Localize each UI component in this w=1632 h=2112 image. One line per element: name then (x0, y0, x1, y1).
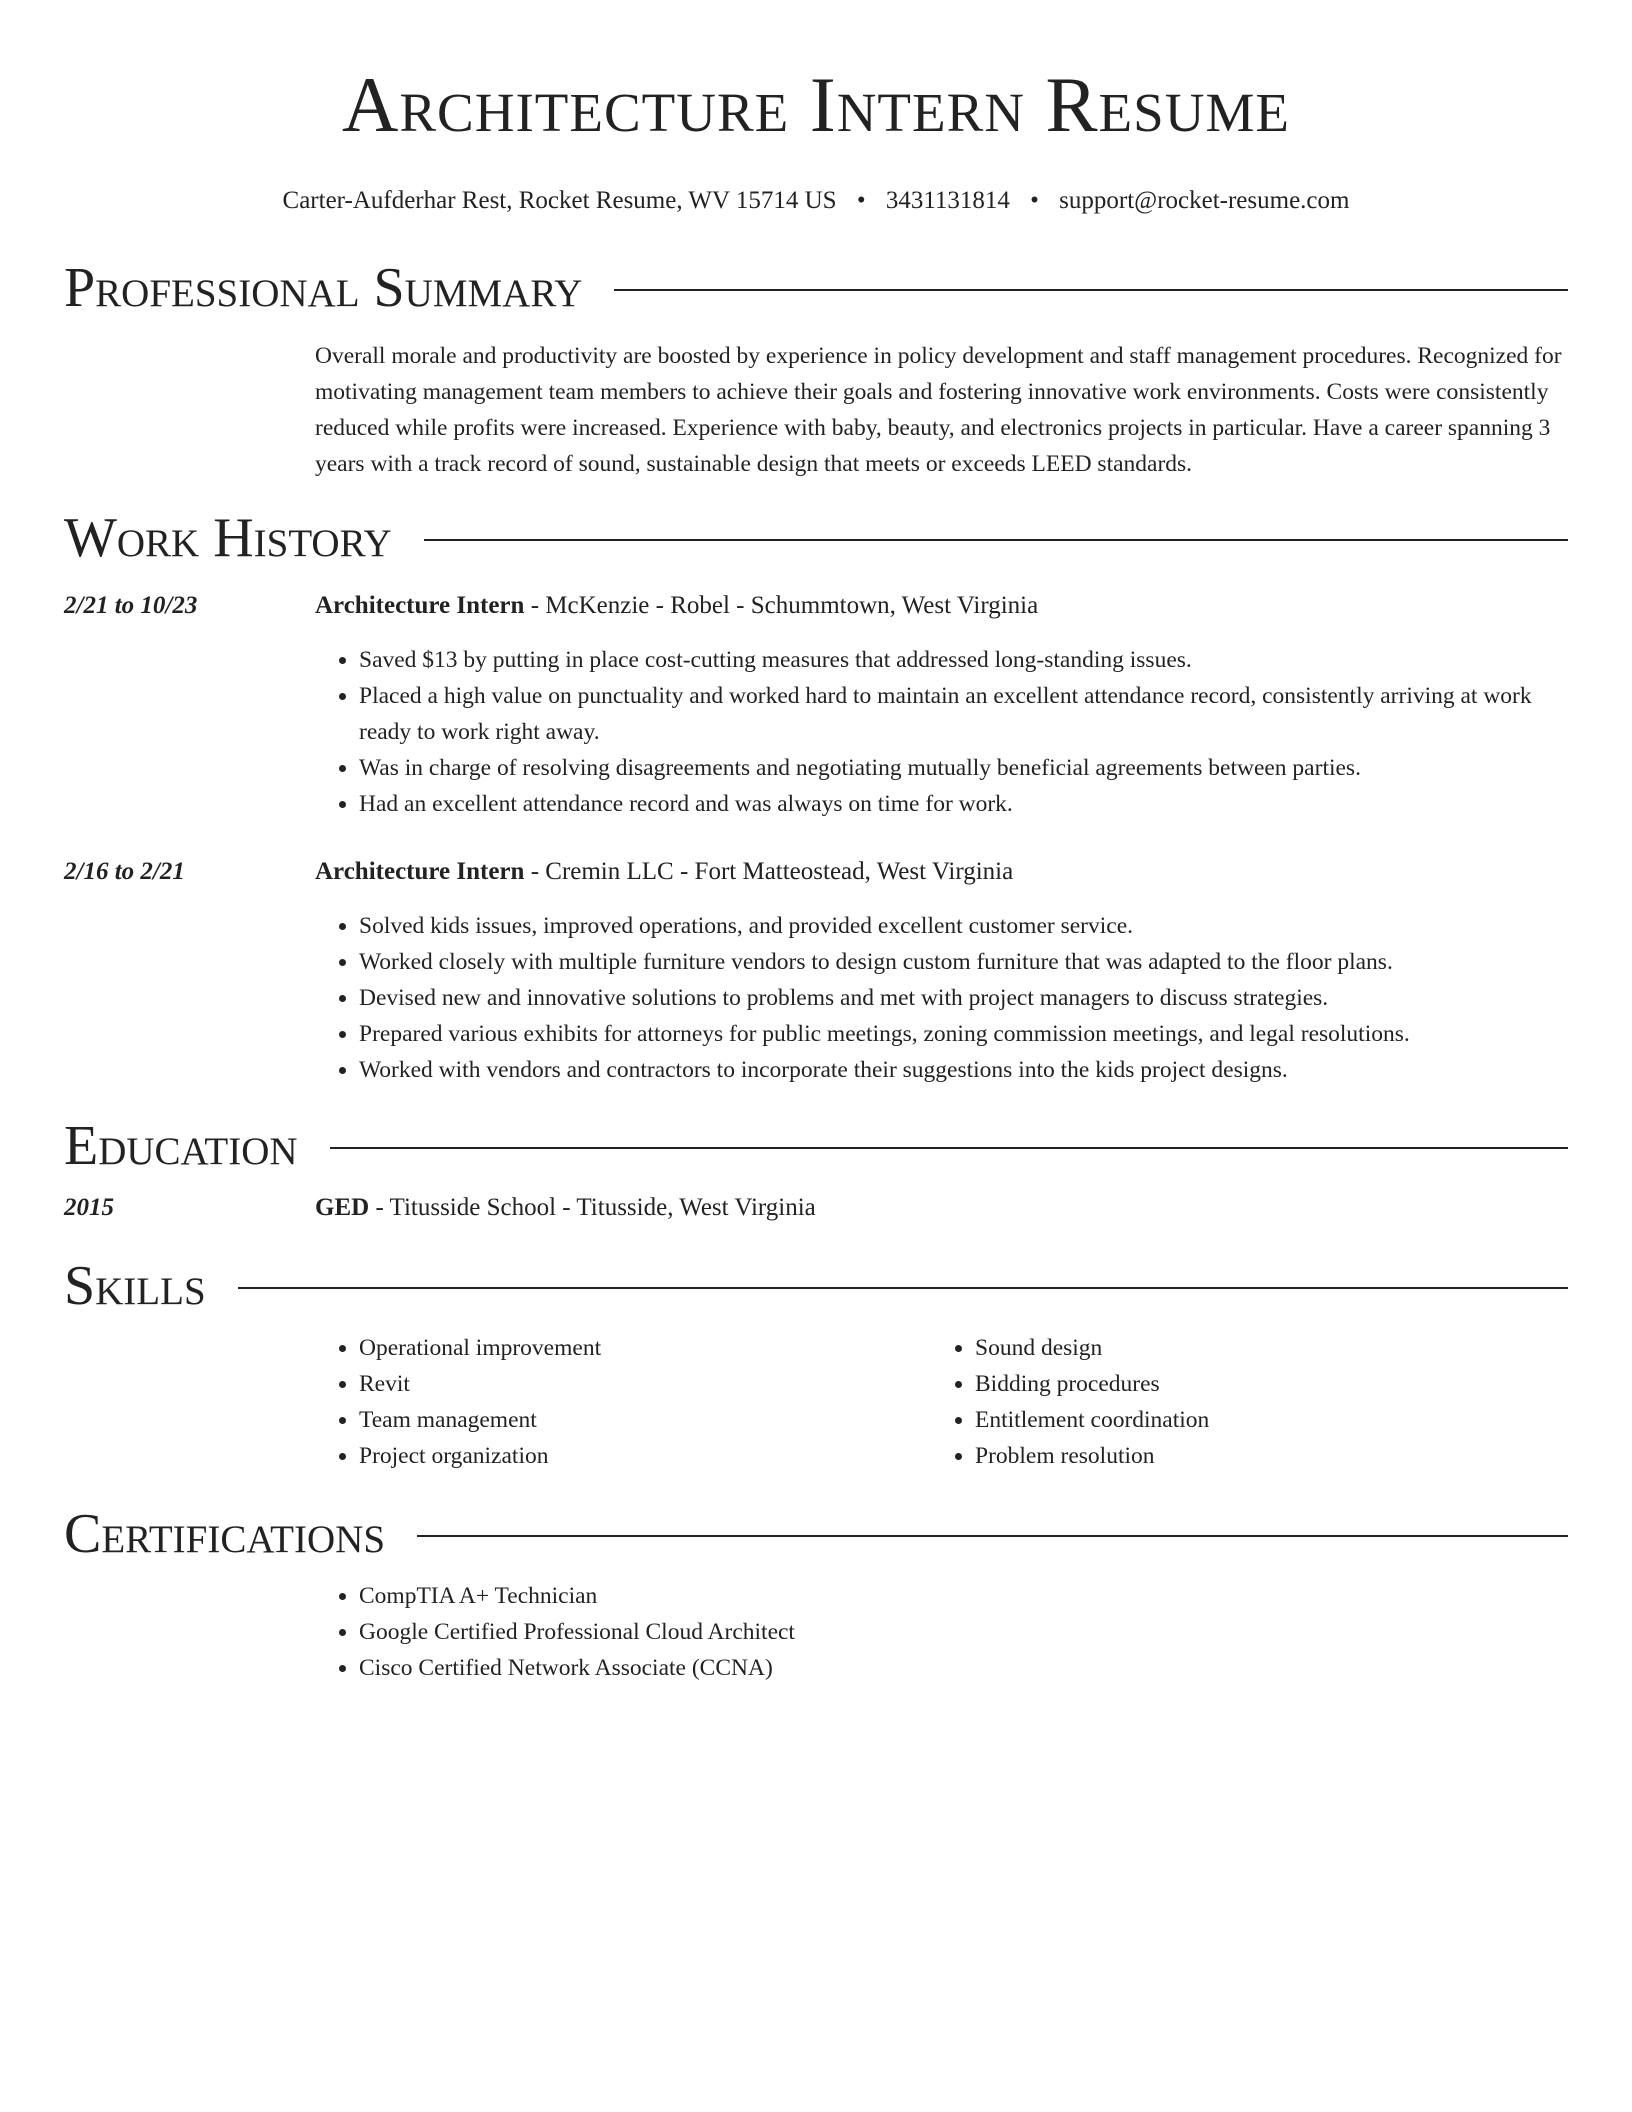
skills-grid (315, 1330, 1568, 1474)
section-header (64, 508, 1568, 568)
list-item: • Saved $13 by putting in place cost-cutting measures that addressed long-standing issues. (359, 642, 1568, 678)
certification-item: • Cisco Certified Network Associate (CCNA) (359, 1650, 1568, 1686)
section-title-education: Education (64, 1115, 298, 1177)
contact-email: support@rocket-resume.com (1059, 187, 1350, 214)
work-entry-details: - McKenzie - Robel - Schummtown, West Virginia (524, 592, 1039, 619)
contact-line (64, 186, 1568, 216)
work-entry-header (64, 588, 1568, 624)
section-work-history (64, 508, 1568, 1088)
section-divider (238, 1287, 1568, 1289)
section-divider (417, 1535, 1568, 1537)
certification-item: • Google Certified Professional Cloud Architect (359, 1614, 1568, 1650)
skill-item: • Entitlement coordination (975, 1402, 1547, 1438)
skills-column-right (931, 1330, 1547, 1474)
education-entry (64, 1190, 1568, 1226)
work-entry-body (315, 908, 1568, 1088)
work-entry-title (315, 588, 1568, 624)
contact-phone: 3431131814 (885, 187, 1010, 214)
work-entry-title (315, 854, 1568, 890)
section-divider (330, 1147, 1568, 1149)
list-item: • Solved kids issues, improved operations, and provided excellent customer service. (359, 908, 1568, 944)
skill-item: • Revit (359, 1366, 931, 1402)
education-details: - Titusside School - Titusside, West Virginia (369, 1194, 816, 1221)
skills-body (315, 1330, 1568, 1474)
resume-title: Architecture Intern Resume (342, 61, 1290, 148)
section-header (64, 1256, 1568, 1316)
skills-list-right (931, 1330, 1547, 1474)
skill-item: • Project organization (359, 1438, 931, 1474)
work-entry (64, 854, 1568, 1088)
list-item: • Devised new and innovative solutions to problems and met with project managers to discuss strategies. (359, 980, 1568, 1016)
certifications-list (315, 1578, 1568, 1686)
contact-separator: • (856, 187, 866, 214)
section-header (64, 258, 1568, 318)
section-skills (64, 1256, 1568, 1474)
contact-address: Carter-Aufderhar Rest, Rocket Resume, WV 15714 US (282, 187, 837, 214)
list-item: • Placed a high value on punctuality and worked hard to maintain an excellent attendance record, consistently arriving at work ready to work right away. (359, 678, 1568, 750)
list-item: • Worked with vendors and contractors to incorporate their suggestions into the kids project designs. (359, 1052, 1568, 1088)
work-entry-header (64, 854, 1568, 890)
section-header (64, 1504, 1568, 1564)
work-entry-details: - Cremin LLC - Fort Matteostead, West Virginia (524, 858, 1014, 885)
section-divider (424, 539, 1568, 541)
work-entry-bullets (315, 642, 1568, 822)
work-entry-role: Architecture Intern (315, 858, 525, 885)
section-title-skills: Skills (64, 1255, 206, 1317)
work-entry-date: 2/16 to 2/21 (64, 858, 185, 885)
section-certifications (64, 1504, 1568, 1686)
education-entry-title (315, 1190, 1568, 1226)
section-header (64, 1116, 1568, 1176)
skill-item: • Team management (359, 1402, 931, 1438)
skill-item: • Operational improvement (359, 1330, 931, 1366)
skill-item: • Sound design (975, 1330, 1547, 1366)
skill-item: • Bidding procedures (975, 1366, 1547, 1402)
section-education (64, 1116, 1568, 1226)
contact-separator: • (1030, 187, 1039, 214)
work-entry-role: Architecture Intern (315, 592, 525, 619)
skills-list-left (315, 1330, 931, 1474)
work-entry-bullets (315, 908, 1568, 1088)
section-divider (614, 289, 1568, 291)
skill-item: • Problem resolution (975, 1438, 1547, 1474)
list-item: • Prepared various exhibits for attorneys for public meetings, zoning commission meetings, and legal resolutions. (359, 1016, 1568, 1052)
work-entry-date: 2/21 to 10/23 (64, 592, 198, 619)
work-entry (64, 588, 1568, 822)
work-entry-body (315, 642, 1568, 822)
certifications-body (315, 1578, 1568, 1686)
education-degree: GED (315, 1194, 370, 1221)
section-title-certifications: Certifications (64, 1503, 386, 1565)
summary-text: Overall morale and productivity are boosted by experience in policy development and staff management procedures. Recognized for motivating management team members to achieve their goals and fostering innovative work environments. Costs were consistently reduced while profits were increased. Experience with baby, beauty, and electronics projects in particular. Have a career spanning 3 years with a track record of sound, sustainable design that meets or exceeds LEED standards. (315, 343, 1562, 477)
section-title-summary: Professional Summary (64, 257, 583, 319)
education-entry-date: 2015 (64, 1194, 114, 1221)
section-title-work-history: Work History (64, 507, 392, 569)
list-item: • Had an excellent attendance record and was always on time for work. (359, 786, 1568, 822)
certification-item: • CompTIA A+ Technician (359, 1578, 1568, 1614)
skills-column-left (315, 1330, 931, 1474)
section-professional-summary (64, 258, 1568, 482)
list-item: • Was in charge of resolving disagreements and negotiating mutually beneficial agreements between parties. (359, 750, 1568, 786)
list-item: • Worked closely with multiple furniture vendors to design custom furniture that was adapted to the floor plans. (359, 944, 1568, 980)
